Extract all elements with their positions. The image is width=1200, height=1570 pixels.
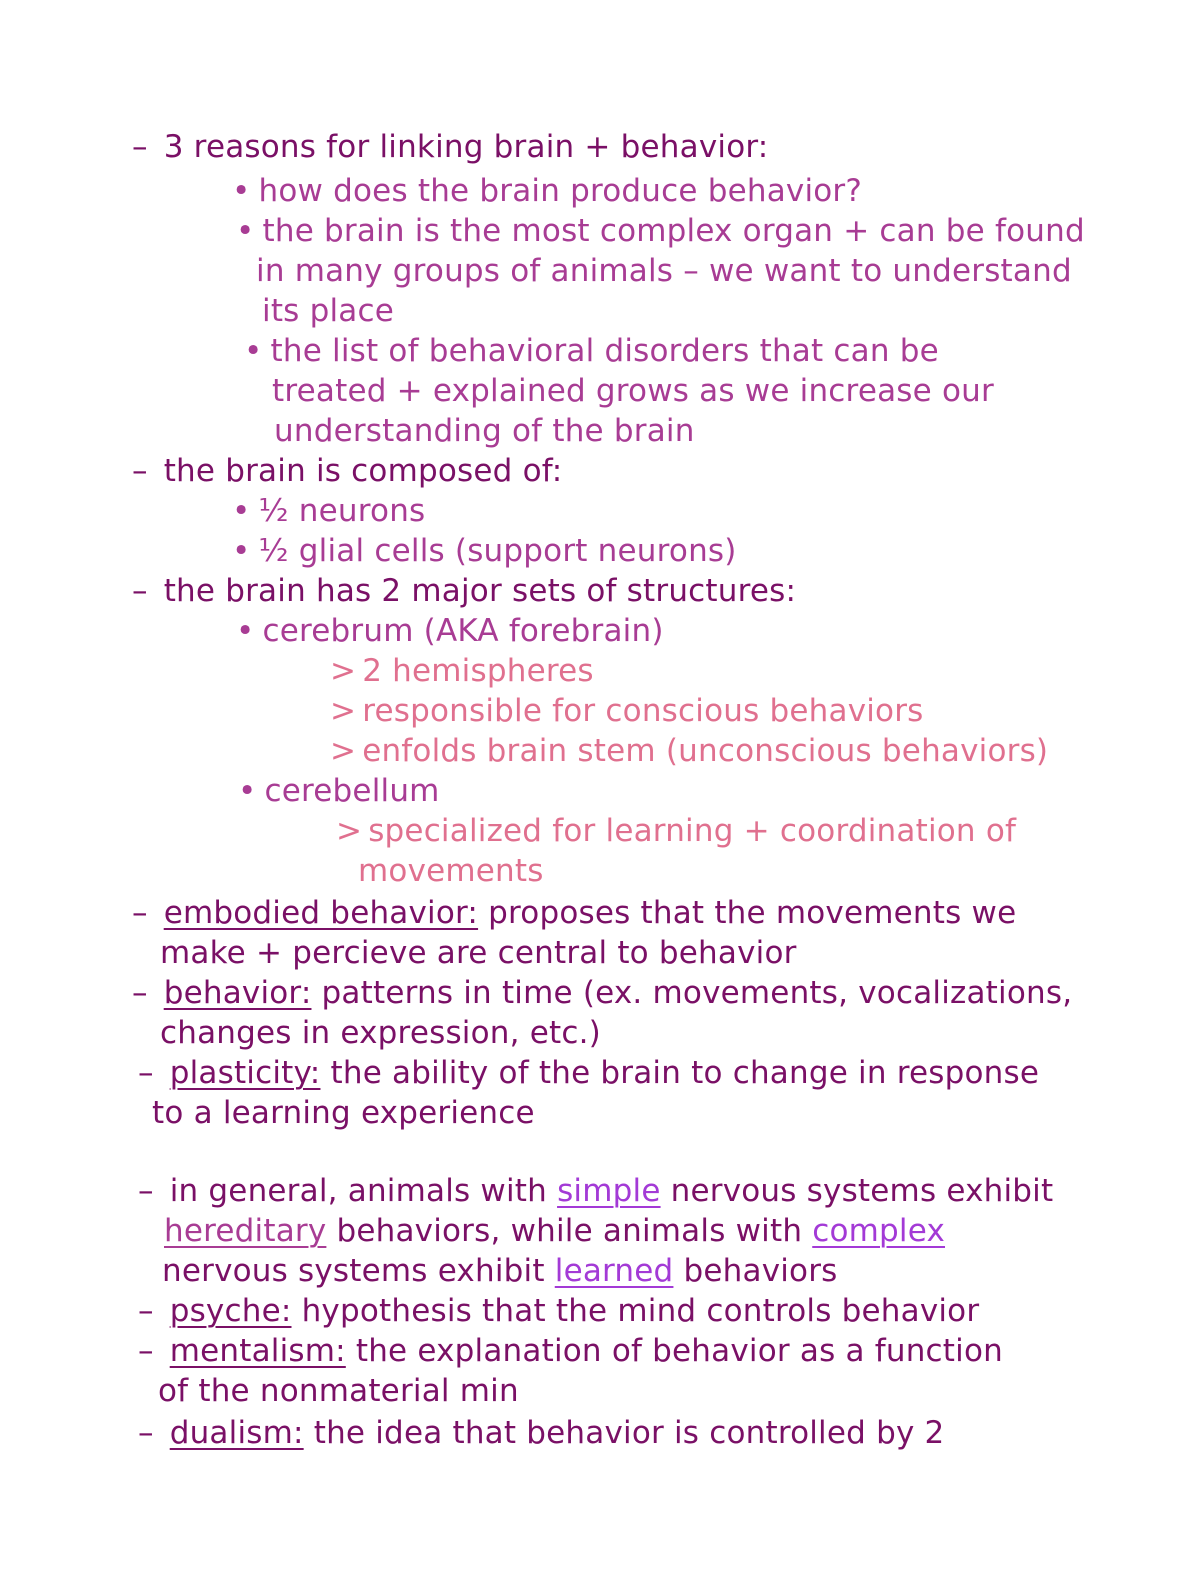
term-plasticity: plasticity:	[169, 1055, 321, 1091]
note-line: – mentalism: the explanation of behavior as a function	[138, 1333, 1003, 1369]
term-psyche: psyche:	[169, 1293, 292, 1329]
note-line	[274, 412, 695, 450]
note-line	[158, 1372, 519, 1410]
note-text: in many groups of animals – we want to understand	[256, 253, 1072, 289]
note-text: treated + explained grows as we increase our	[272, 373, 994, 409]
note-line: – the brain is composed of:	[132, 453, 563, 489]
keyword-hereditary: hereditary	[164, 1213, 327, 1249]
note-line	[152, 1094, 535, 1132]
note-text: specialized for learning + coordination of	[368, 813, 1017, 849]
note-line: – dualism: the idea that behavior is controlled by 2	[138, 1415, 945, 1451]
note-text: changes in expression, etc.)	[160, 1015, 601, 1051]
note-text: responsible for conscious behaviors	[362, 693, 924, 729]
note-text: nervous systems exhibit	[162, 1253, 545, 1289]
note-line	[272, 372, 994, 410]
note-line	[162, 1252, 838, 1290]
note-line	[358, 852, 544, 890]
term-embodied-behavior: embodied behavior:	[163, 895, 479, 931]
note-line: > responsible for conscious behaviors	[330, 693, 924, 729]
note-text: of the nonmaterial min	[158, 1373, 519, 1409]
note-text: cerebellum	[264, 773, 440, 809]
note-text: nervous systems exhibit	[670, 1173, 1054, 1209]
note-text: the brain has 2 major sets of structures:	[163, 573, 797, 609]
note-line: • how does the brain produce behavior?	[232, 173, 863, 209]
note-text: its place	[262, 293, 394, 329]
note-text: 3 reasons for linking brain + behavior:	[163, 129, 769, 165]
note-line: • the list of behavioral disorders that can be	[244, 333, 939, 369]
note-text: make + percieve are central to behavior	[160, 935, 797, 971]
note-text: in general, animals with	[169, 1173, 547, 1209]
term-dualism: dualism:	[169, 1415, 304, 1451]
note-line: – the brain has 2 major sets of structures:	[132, 573, 797, 609]
note-line: > 2 hemispheres	[330, 653, 594, 689]
note-text: cerebrum (AKA forebrain)	[262, 613, 664, 649]
note-text: how does the brain produce behavior?	[258, 173, 863, 209]
note-line: – behavior: patterns in time (ex. movements, vocalizations,	[132, 975, 1073, 1011]
keyword-simple: simple	[557, 1173, 661, 1209]
note-line: – in general, animals with simple nervous systems exhibit	[138, 1173, 1054, 1209]
note-line	[256, 252, 1072, 290]
note-line: • ½ neurons	[232, 493, 426, 529]
note-text: 2 hemispheres	[362, 653, 594, 689]
term-mentalism: mentalism:	[169, 1333, 346, 1369]
note-text: to a learning experience	[152, 1095, 535, 1131]
note-line	[262, 292, 394, 330]
note-text: proposes that the movements we	[488, 895, 1017, 931]
note-line	[160, 934, 797, 972]
note-line: – 3 reasons for linking brain + behavior:	[132, 129, 769, 165]
note-text: the ability of the brain to change in response	[330, 1055, 1040, 1091]
keyword-learned: learned	[554, 1253, 674, 1289]
note-line: – embodied behavior: proposes that the movements we	[132, 895, 1017, 931]
note-text: behaviors	[683, 1253, 838, 1289]
term-behavior: behavior:	[163, 975, 312, 1011]
note-text: movements	[358, 853, 544, 889]
note-text: the brain is composed of:	[163, 453, 563, 489]
note-text: enfolds brain stem (unconscious behaviors)	[362, 733, 1049, 769]
note-text: ½ neurons	[258, 493, 426, 529]
note-line	[164, 1212, 945, 1250]
note-line: – plasticity: the ability of the brain to change in response	[138, 1055, 1040, 1091]
note-text: the explanation of behavior as a function	[355, 1333, 1003, 1369]
note-line: • cerebellum	[238, 773, 440, 809]
note-line: – psyche: hypothesis that the mind controls behavior	[138, 1293, 980, 1329]
keyword-complex: complex	[812, 1213, 946, 1249]
note-text: the list of behavioral disorders that can be	[270, 333, 939, 369]
note-text: the brain is the most complex organ + can be found	[262, 213, 1085, 249]
note-text: hypothesis that the mind controls behavior	[301, 1293, 980, 1329]
note-text: patterns in time (ex. movements, vocalizations,	[321, 975, 1073, 1011]
note-line: > specialized for learning + coordination of	[336, 813, 1017, 849]
note-line: • cerebrum (AKA forebrain)	[236, 613, 664, 649]
note-line	[160, 1014, 601, 1052]
note-text: behaviors, while animals with	[336, 1213, 803, 1249]
note-line: • ½ glial cells (support neurons)	[232, 533, 737, 569]
note-line: > enfolds brain stem (unconscious behaviors)	[330, 733, 1049, 769]
note-text: ½ glial cells (support neurons)	[258, 533, 737, 569]
note-text: understanding of the brain	[274, 413, 695, 449]
note-line: • the brain is the most complex organ + can be found	[236, 213, 1085, 249]
note-text: the idea that behavior is controlled by 2	[313, 1415, 945, 1451]
